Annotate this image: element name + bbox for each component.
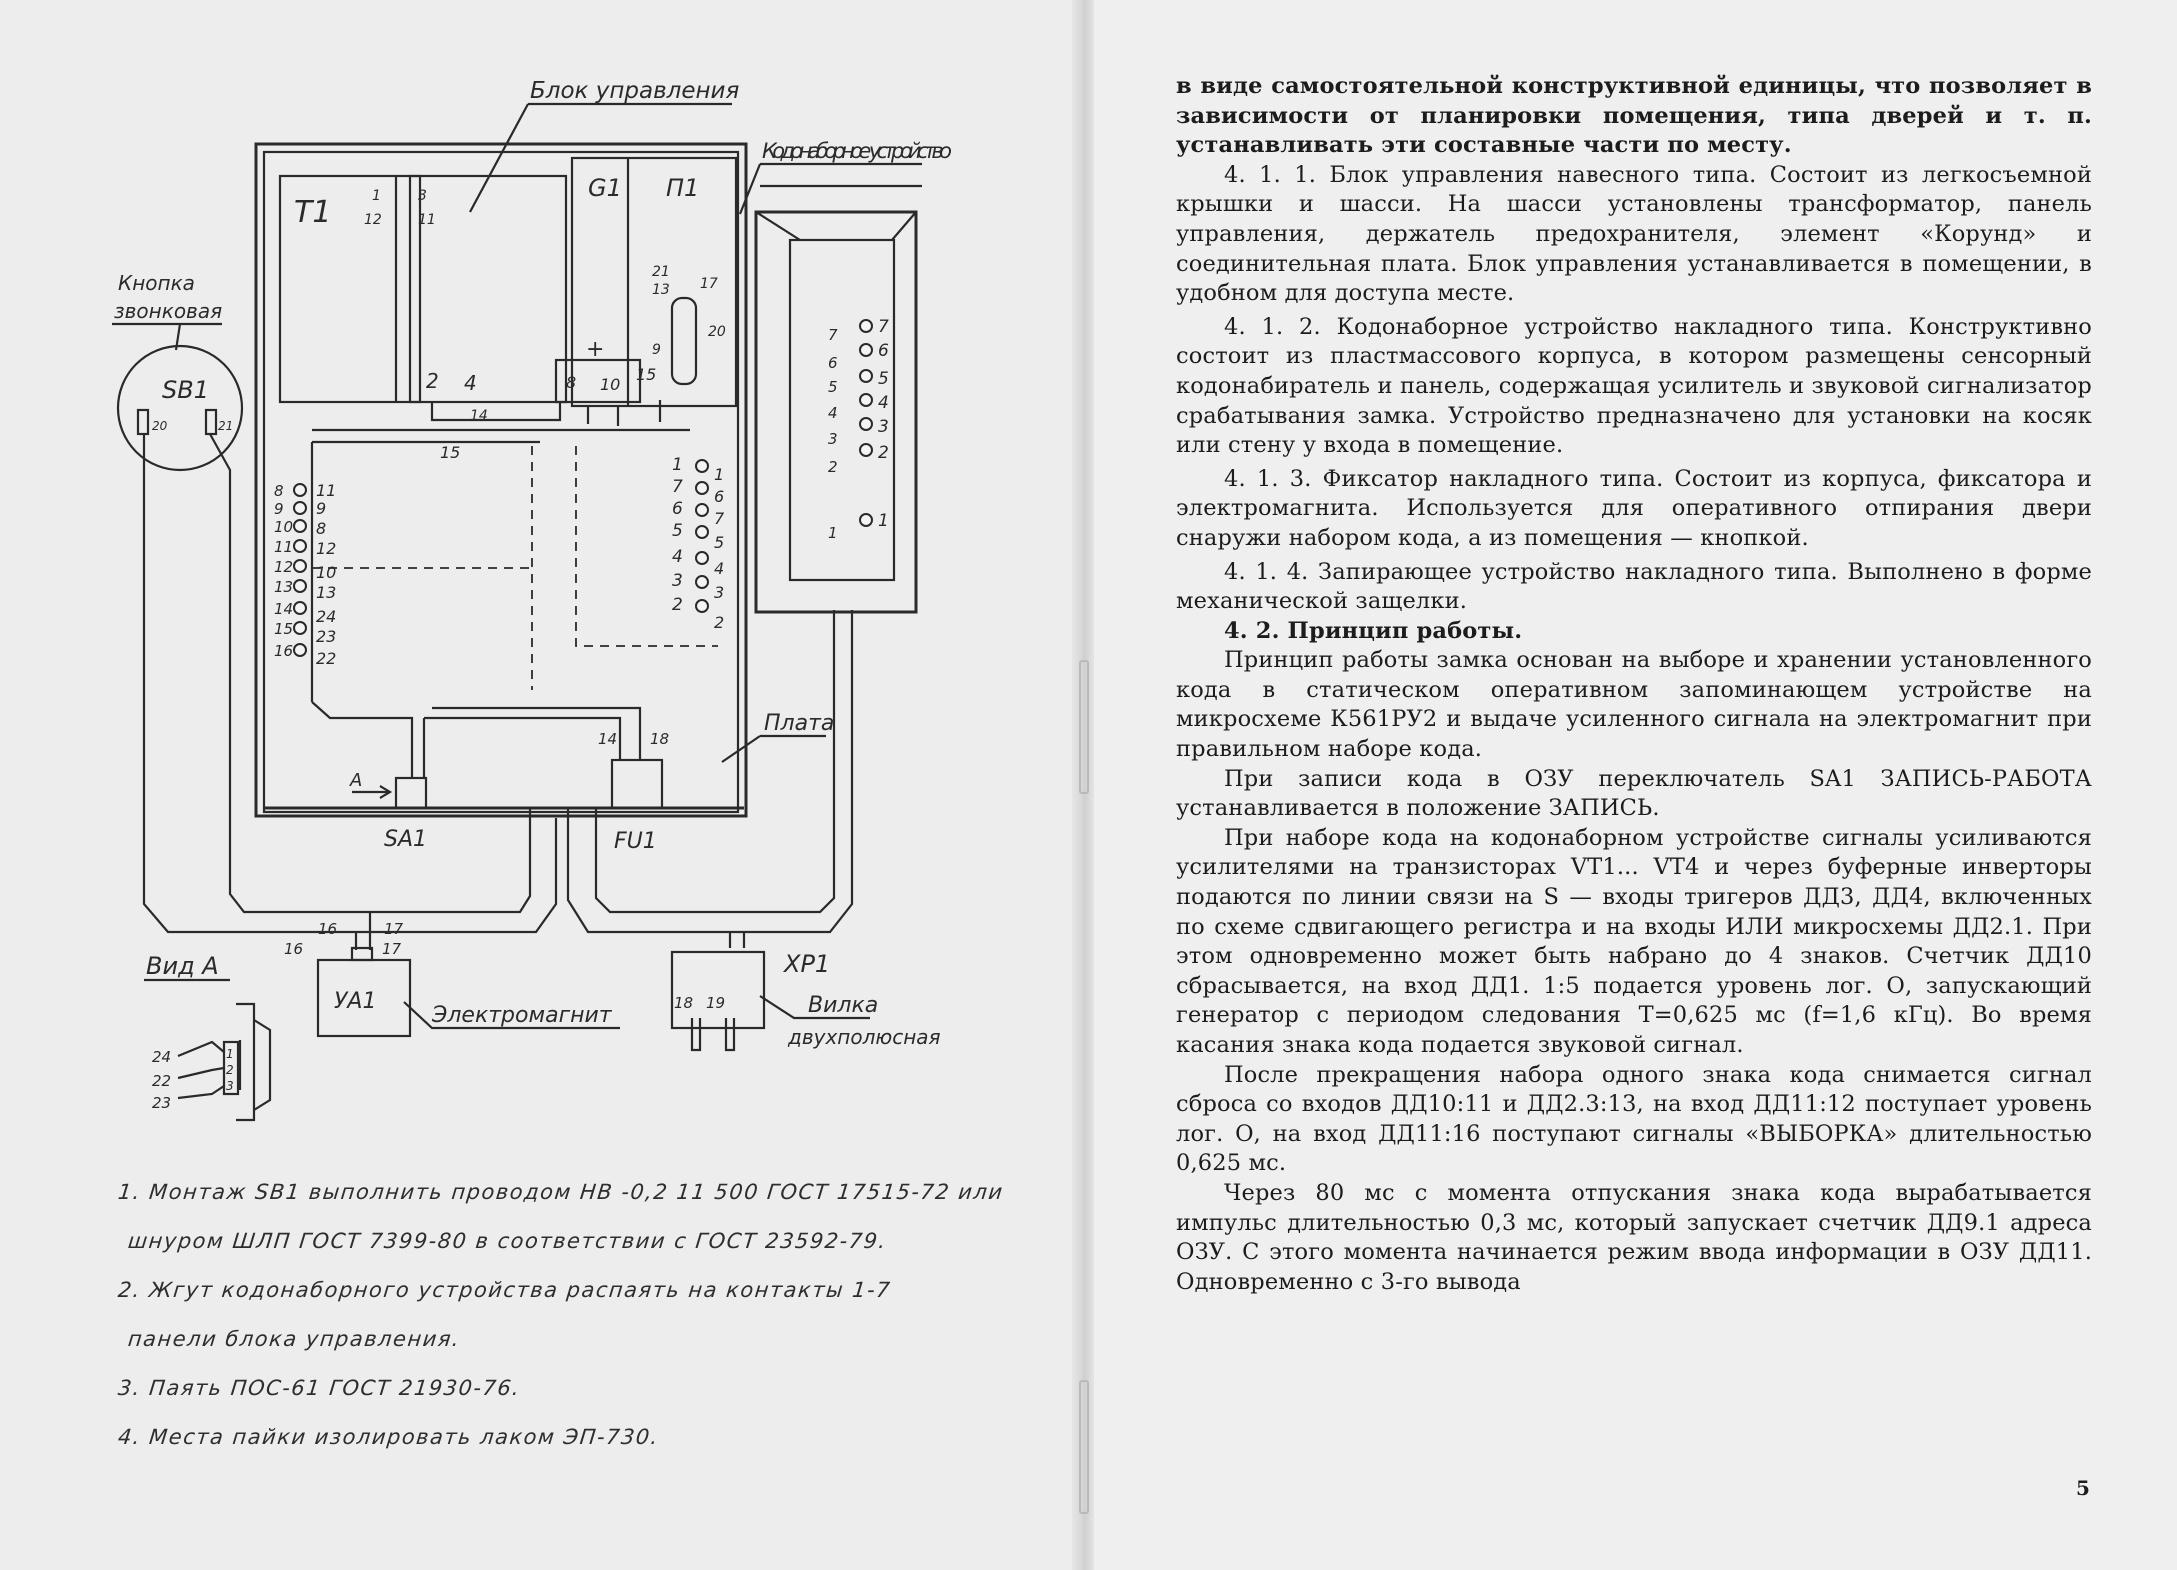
pin-label: 2 xyxy=(714,613,725,632)
pin-label: 12 xyxy=(364,212,382,228)
plug-label-line1: Вилка xyxy=(808,993,879,1018)
pin-label: 17 xyxy=(700,276,718,292)
paragraph-4-1-1: 4. 1. 1. Блок управления навесного типа. Состоит из легкосъемной крышки и шасси. На шасси установлены трансформатор, панель управления, держатель предохранителя, элемент «Корунд» и соединительная плата. Блок управления устанавливается в помещении, в удобном для доступа месте. xyxy=(1176,161,2092,307)
pin-label: 9 xyxy=(652,342,661,358)
pin-label: 14 xyxy=(274,600,294,618)
pin-label: 3 xyxy=(714,583,725,602)
pin-label: 1 xyxy=(226,1047,234,1061)
staple-bottom xyxy=(1079,1380,1089,1514)
pin-label: 1 xyxy=(372,188,381,204)
pin-label: 2 xyxy=(426,369,439,393)
pin-label: 13 xyxy=(652,282,670,298)
fu1-label: FU1 xyxy=(614,829,657,854)
pin-label: 13 xyxy=(274,578,294,596)
paragraph: в виде самостоятельной конструктивной единицы, что позволяет в зависимости от планировки помещения, типа дверей и т. п. устанавливать эти составные части по месту. xyxy=(1176,73,2092,159)
pin-label: 24 xyxy=(316,607,337,626)
paragraph: При наборе кода на кодонаборном устройстве сигналы усиливаются усилителями на транзисторах VT1... VT4 и через буферные инверторы подаются по линии связи на S — входы тригеров ДД3, ДД4, включенных по схеме сдвигающего регистра и на входы ИЛИ микросхемы ДД2.1. При этом одновременно может быть набрано до 4 знаков. Счетчик ДД10 сбрасывается, на вход ДД1. 1:5 подается уровень лог. О, запускающий генератор с периодом следования Т=0,625 мс (f=1,6 кГц). Во время касания знака кода подается звуковой сигнал. xyxy=(1176,824,2092,1058)
g1-label: G1 xyxy=(588,174,622,202)
code-device-title: Кодонаборное устройство xyxy=(762,139,952,163)
pin-label: 21 xyxy=(652,264,670,280)
pin-label: 20 xyxy=(152,419,168,433)
pin-label: 11 xyxy=(274,538,294,556)
board-label: Плата xyxy=(764,711,835,736)
page-number: 5 xyxy=(2076,1476,2090,1500)
pin-label: 1 xyxy=(714,465,725,484)
assembly-notes xyxy=(118,1168,1038,1462)
paragraph: После прекращения набора одного знака кода снимается сигнал сброса со входов ДД10:11 и ДД2.3:13, на вход ДД11:12 поступает уровень лог. О, на вход ДД11:16 поступают сигналы «ВЫБОРКА» длительностью 0,625 мс. xyxy=(1176,1061,2092,1177)
pin-label: 22 xyxy=(316,649,337,668)
pin-label: 3 xyxy=(878,417,889,437)
staple-top xyxy=(1079,660,1089,794)
pin-label: 16 xyxy=(274,642,294,660)
view-a-label: Вид А xyxy=(146,952,219,980)
pin-label: 23 xyxy=(152,1094,172,1112)
view-a-connector xyxy=(152,1004,270,1120)
button-label-line1: Кнопка xyxy=(118,271,195,295)
plug-xp1 xyxy=(672,952,764,1028)
pin-label: 1 xyxy=(828,524,838,542)
p1-label: П1 xyxy=(666,174,700,202)
pin-label: 23 xyxy=(316,627,337,646)
pin-label: 10 xyxy=(600,375,621,394)
pin-label: 16 xyxy=(318,920,338,938)
ya1-label: УА1 xyxy=(334,989,377,1014)
pin-label: 8 xyxy=(274,482,284,500)
pin-label: 4 xyxy=(878,393,889,413)
pin-label: 9 xyxy=(274,500,284,518)
pin-label: 5 xyxy=(714,533,725,552)
wiring-diagram xyxy=(0,0,1080,1160)
pin-label: 8 xyxy=(566,373,577,392)
pin-label: 17 xyxy=(382,940,402,958)
plug-label-line2: двухполюсная xyxy=(788,1025,941,1049)
switch-sa1 xyxy=(396,778,426,808)
pin-label: 6 xyxy=(714,487,725,506)
pin-label: 2 xyxy=(828,458,838,476)
pin-label: 17 xyxy=(384,920,404,938)
pin-label: 6 xyxy=(672,499,683,519)
paragraph: Через 80 мс с момента отпускания знака кода вырабатывается импульс длительностью 0,3 мс, который запускает счетчик ДД9.1 адреса ОЗУ. С этого момента начинается режим ввода информации в ОЗУ ДД11. Одновременно с 3-го вывода xyxy=(1176,1179,2092,1295)
code-device-connector xyxy=(828,317,889,542)
pin-label: 4 xyxy=(672,547,683,567)
pin-label: 18 xyxy=(650,730,670,748)
pin-label: 16 xyxy=(284,940,304,958)
pin-label: 7 xyxy=(878,317,889,337)
pin-label: 4 xyxy=(464,371,477,395)
pin-label: 5 xyxy=(672,521,683,541)
paragraph-4-1-3: 4. 1. 3. Фиксатор накладного типа. Состоит из корпуса, фиксатора и электромагнита. Используется для оперативного отпирания двери снаружи набором кода, а из помещения — кнопкой. xyxy=(1176,465,2092,551)
pin-label: 14 xyxy=(598,730,618,748)
t1-label: T1 xyxy=(294,195,332,230)
sb1-label: SB1 xyxy=(162,376,209,404)
pin-label: 14 xyxy=(470,408,488,424)
xp1-label: XP1 xyxy=(784,950,831,978)
pin-label: 15 xyxy=(440,443,461,462)
pin-label: 5 xyxy=(828,378,838,396)
note-line: 1. Монтаж SB1 выполнить проводом НВ -0,2 11 500 ГОСТ 17515-72 или xyxy=(116,1180,1005,1204)
note-line: 2. Жгут кодонаборного устройства распаять на контакты 1-7 xyxy=(116,1278,893,1302)
pin-label: 20 xyxy=(708,324,726,340)
pin-label: 15 xyxy=(274,620,294,638)
pin-label: 21 xyxy=(218,419,234,433)
body-text xyxy=(1176,72,2092,1297)
pin-label: 15 xyxy=(636,365,657,384)
note-line: шнуром ШЛП ГОСТ 7399-80 в соответствии с ГОСТ 23592-79. xyxy=(126,1229,889,1253)
paragraph: Принцип работы замка основан на выборе и хранении установленного кода в статическом оперативном запоминающем устройстве на микросхеме К561РУ2 и выдаче усиленного сигнала на электромагнит при правильном наборе кода. xyxy=(1176,647,2092,763)
pin-label: 7 xyxy=(828,326,838,344)
fuse-fu1 xyxy=(612,760,662,808)
pin-label: 4 xyxy=(714,559,725,578)
paragraph: При записи кода в ОЗУ переключатель SA1 ЗАПИСЬ-РАБОТА устанавливается в положение ЗАПИСЬ. xyxy=(1176,765,2092,822)
pin-label: 2 xyxy=(672,595,683,615)
pin-label: 6 xyxy=(828,354,838,372)
pin-label: 3 xyxy=(418,188,427,204)
pin-label: 19 xyxy=(706,994,726,1012)
panel-left-connector xyxy=(274,481,336,668)
pin-label: 2 xyxy=(878,443,889,463)
sa1-label: SA1 xyxy=(384,827,428,852)
pin-label: 11 xyxy=(418,212,436,228)
note-line: 4. Места пайки изолировать лаком ЭП-730. xyxy=(116,1425,661,1449)
electromagnet-label: Электромагнит xyxy=(432,1003,612,1028)
arrow-a-label: A xyxy=(350,770,363,791)
pin-label: 11 xyxy=(316,481,337,500)
pin-label: 6 xyxy=(878,341,889,361)
pin-label: 2 xyxy=(226,1063,234,1077)
pin-label: 10 xyxy=(274,518,294,536)
note-line: 3. Паять ПОС-61 ГОСТ 21930-76. xyxy=(116,1376,522,1400)
panel-right-connector xyxy=(672,455,725,632)
paragraph-4-1-2: 4. 1. 2. Кодонаборное устройство накладного типа. Конструктивно состоит из пластмассового корпуса, в котором размещены сенсорный кодонабиратель и панель, содержащая усилитель и звуковой сигнализатор срабатывания замка. Устройство предназначено для установки на косяк или стену у входа в помещение. xyxy=(1176,313,2092,459)
pin-label: 5 xyxy=(878,369,889,389)
pin-label: 4 xyxy=(828,404,838,422)
pin-label: 24 xyxy=(152,1048,172,1066)
button-label-line2: звонковая xyxy=(114,299,223,323)
pin-label: 10 xyxy=(316,563,337,582)
pin-label: 8 xyxy=(316,519,327,538)
plus-sign: + xyxy=(586,337,605,362)
pin-label: 1 xyxy=(672,455,683,475)
pin-label: 12 xyxy=(316,539,337,558)
section-heading-4-2: 4. 2. Принцип работы. xyxy=(1224,617,1523,644)
pin-label: 18 xyxy=(674,994,694,1012)
pin-label: 7 xyxy=(714,509,725,528)
pin-label: 1 xyxy=(878,511,889,531)
pin-label: 3 xyxy=(226,1079,234,1093)
note-line: панели блока управления. xyxy=(126,1327,462,1351)
control-unit-title: Блок управления xyxy=(530,78,740,104)
pin-label: 9 xyxy=(316,499,327,518)
pin-label: 7 xyxy=(672,477,683,497)
paragraph-4-1-4: 4. 1. 4. Запирающее устройство накладного типа. Выполнено в форме механической защелки. xyxy=(1176,558,2092,615)
pin-label: 12 xyxy=(274,558,294,576)
pin-label: 22 xyxy=(152,1072,172,1090)
doorbell-button-sb1 xyxy=(118,346,242,470)
pin-label: 13 xyxy=(316,583,337,602)
pin-label: 3 xyxy=(672,571,683,591)
pin-label: 3 xyxy=(828,430,838,448)
